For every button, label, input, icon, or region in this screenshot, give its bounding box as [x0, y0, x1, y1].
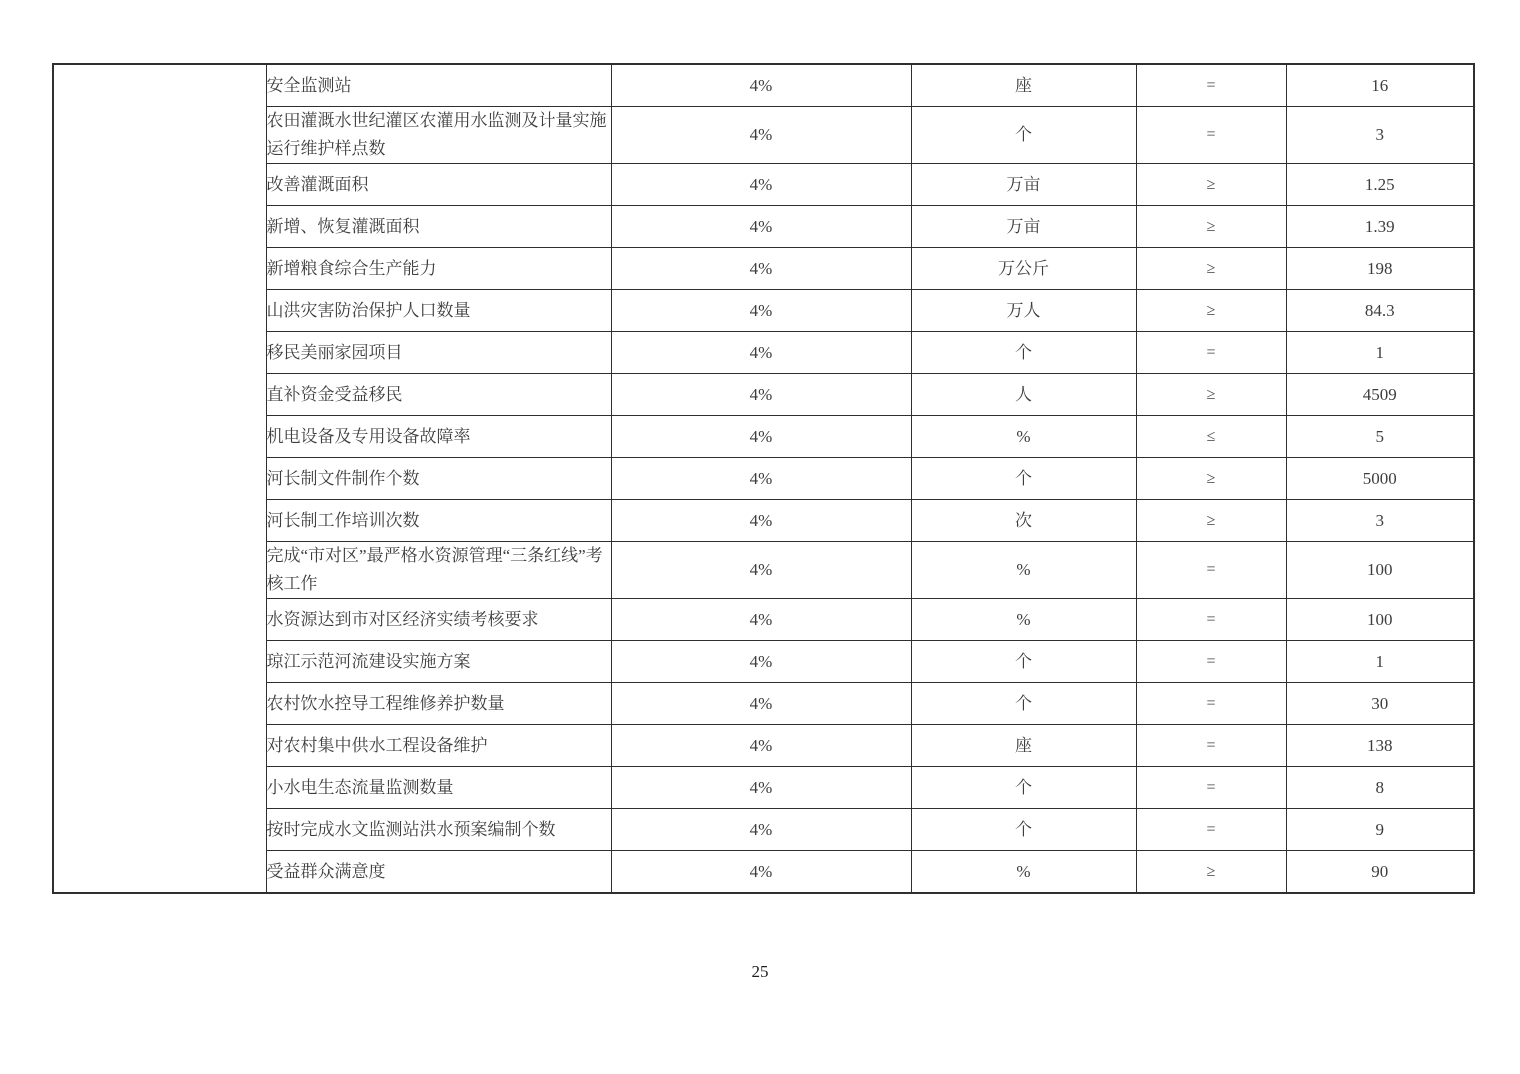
cell-operator: ≥	[1136, 248, 1286, 290]
cell-target: 5	[1286, 416, 1474, 458]
cell-indicator: 农田灌溉水世纪灌区农灌用水监测及计量实施运行维护样点数	[266, 107, 611, 164]
cell-operator: ≥	[1136, 500, 1286, 542]
cell-unit: 个	[911, 107, 1136, 164]
table-row	[53, 164, 1474, 206]
cell-weight: 4%	[611, 599, 911, 641]
cell-target: 3	[1286, 107, 1474, 164]
cell-unit: 个	[911, 767, 1136, 809]
cell-unit: %	[911, 599, 1136, 641]
cell-operator: =	[1136, 641, 1286, 683]
cell-weight: 4%	[611, 767, 911, 809]
cell-weight: 4%	[611, 641, 911, 683]
cell-weight: 4%	[611, 374, 911, 416]
cell-operator: =	[1136, 542, 1286, 599]
table-row	[53, 542, 1474, 599]
cell-weight: 4%	[611, 500, 911, 542]
cell-target: 100	[1286, 542, 1474, 599]
cell-weight: 4%	[611, 851, 911, 894]
cell-indicator: 对农村集中供水工程设备维护	[266, 725, 611, 767]
performance-indicator-table	[52, 63, 1475, 894]
cell-weight: 4%	[611, 725, 911, 767]
cell-operator: =	[1136, 64, 1286, 107]
table-row	[53, 374, 1474, 416]
cell-weight: 4%	[611, 683, 911, 725]
cell-operator: =	[1136, 767, 1286, 809]
cell-unit: 座	[911, 725, 1136, 767]
cell-unit: %	[911, 416, 1136, 458]
cell-weight: 4%	[611, 107, 911, 164]
cell-target: 1	[1286, 641, 1474, 683]
cell-indicator: 受益群众满意度	[266, 851, 611, 894]
cell-target: 1.25	[1286, 164, 1474, 206]
cell-indicator: 机电设备及专用设备故障率	[266, 416, 611, 458]
cell-unit: 万亩	[911, 206, 1136, 248]
table-row	[53, 500, 1474, 542]
cell-operator: ≥	[1136, 164, 1286, 206]
cell-target: 9	[1286, 809, 1474, 851]
cell-target: 8	[1286, 767, 1474, 809]
table-row	[53, 458, 1474, 500]
cell-weight: 4%	[611, 542, 911, 599]
cell-target: 16	[1286, 64, 1474, 107]
cell-operator: =	[1136, 332, 1286, 374]
table-row	[53, 107, 1474, 164]
cell-operator: =	[1136, 683, 1286, 725]
cell-indicator: 完成“市对区”最严格水资源管理“三条红线”考核工作	[266, 542, 611, 599]
cell-operator: ≥	[1136, 458, 1286, 500]
cell-target: 84.3	[1286, 290, 1474, 332]
cell-indicator: 改善灌溉面积	[266, 164, 611, 206]
cell-target: 1	[1286, 332, 1474, 374]
cell-indicator: 移民美丽家园项目	[266, 332, 611, 374]
cell-indicator: 山洪灾害防治保护人口数量	[266, 290, 611, 332]
table-row	[53, 851, 1474, 894]
cell-weight: 4%	[611, 206, 911, 248]
cell-unit: 座	[911, 64, 1136, 107]
cell-target: 5000	[1286, 458, 1474, 500]
table-row	[53, 599, 1474, 641]
cell-weight: 4%	[611, 248, 911, 290]
cell-weight: 4%	[611, 809, 911, 851]
cell-target: 198	[1286, 248, 1474, 290]
cell-operator: =	[1136, 107, 1286, 164]
cell-unit: %	[911, 542, 1136, 599]
cell-target: 138	[1286, 725, 1474, 767]
cell-indicator: 小水电生态流量监测数量	[266, 767, 611, 809]
cell-weight: 4%	[611, 64, 911, 107]
cell-operator: ≤	[1136, 416, 1286, 458]
cell-indicator: 安全监测站	[266, 64, 611, 107]
cell-operator: =	[1136, 809, 1286, 851]
table-row	[53, 64, 1474, 107]
cell-unit: 个	[911, 683, 1136, 725]
merged-left-cell	[53, 64, 266, 893]
cell-indicator: 直补资金受益移民	[266, 374, 611, 416]
table-row	[53, 332, 1474, 374]
table-row	[53, 416, 1474, 458]
cell-unit: 个	[911, 641, 1136, 683]
cell-operator: ≥	[1136, 206, 1286, 248]
cell-target: 1.39	[1286, 206, 1474, 248]
cell-target: 4509	[1286, 374, 1474, 416]
table-row	[53, 290, 1474, 332]
cell-indicator: 琼江示范河流建设实施方案	[266, 641, 611, 683]
cell-unit: %	[911, 851, 1136, 894]
cell-indicator: 河长制工作培训次数	[266, 500, 611, 542]
page-number: 25	[751, 962, 769, 981]
cell-indicator: 水资源达到市对区经济实绩考核要求	[266, 599, 611, 641]
cell-indicator: 新增粮食综合生产能力	[266, 248, 611, 290]
cell-unit: 次	[911, 500, 1136, 542]
cell-indicator: 按时完成水文监测站洪水预案编制个数	[266, 809, 611, 851]
cell-unit: 人	[911, 374, 1136, 416]
cell-target: 30	[1286, 683, 1474, 725]
cell-weight: 4%	[611, 416, 911, 458]
cell-unit: 万亩	[911, 164, 1136, 206]
cell-weight: 4%	[611, 458, 911, 500]
cell-unit: 个	[911, 458, 1136, 500]
cell-weight: 4%	[611, 164, 911, 206]
cell-operator: ≥	[1136, 851, 1286, 894]
cell-indicator: 新增、恢复灌溉面积	[266, 206, 611, 248]
cell-target: 100	[1286, 599, 1474, 641]
table-row	[53, 767, 1474, 809]
cell-unit: 万人	[911, 290, 1136, 332]
cell-weight: 4%	[611, 332, 911, 374]
table-row	[53, 809, 1474, 851]
cell-target: 3	[1286, 500, 1474, 542]
cell-unit: 个	[911, 332, 1136, 374]
cell-unit: 万公斤	[911, 248, 1136, 290]
cell-indicator: 农村饮水控导工程维修养护数量	[266, 683, 611, 725]
table-row	[53, 641, 1474, 683]
cell-unit: 个	[911, 809, 1136, 851]
table-row	[53, 206, 1474, 248]
cell-operator: ≥	[1136, 290, 1286, 332]
cell-target: 90	[1286, 851, 1474, 894]
table-body	[53, 64, 1474, 893]
table-row	[53, 248, 1474, 290]
cell-operator: ≥	[1136, 374, 1286, 416]
cell-weight: 4%	[611, 290, 911, 332]
table-row	[53, 683, 1474, 725]
cell-operator: =	[1136, 599, 1286, 641]
table-row	[53, 725, 1474, 767]
cell-indicator: 河长制文件制作个数	[266, 458, 611, 500]
cell-operator: =	[1136, 725, 1286, 767]
